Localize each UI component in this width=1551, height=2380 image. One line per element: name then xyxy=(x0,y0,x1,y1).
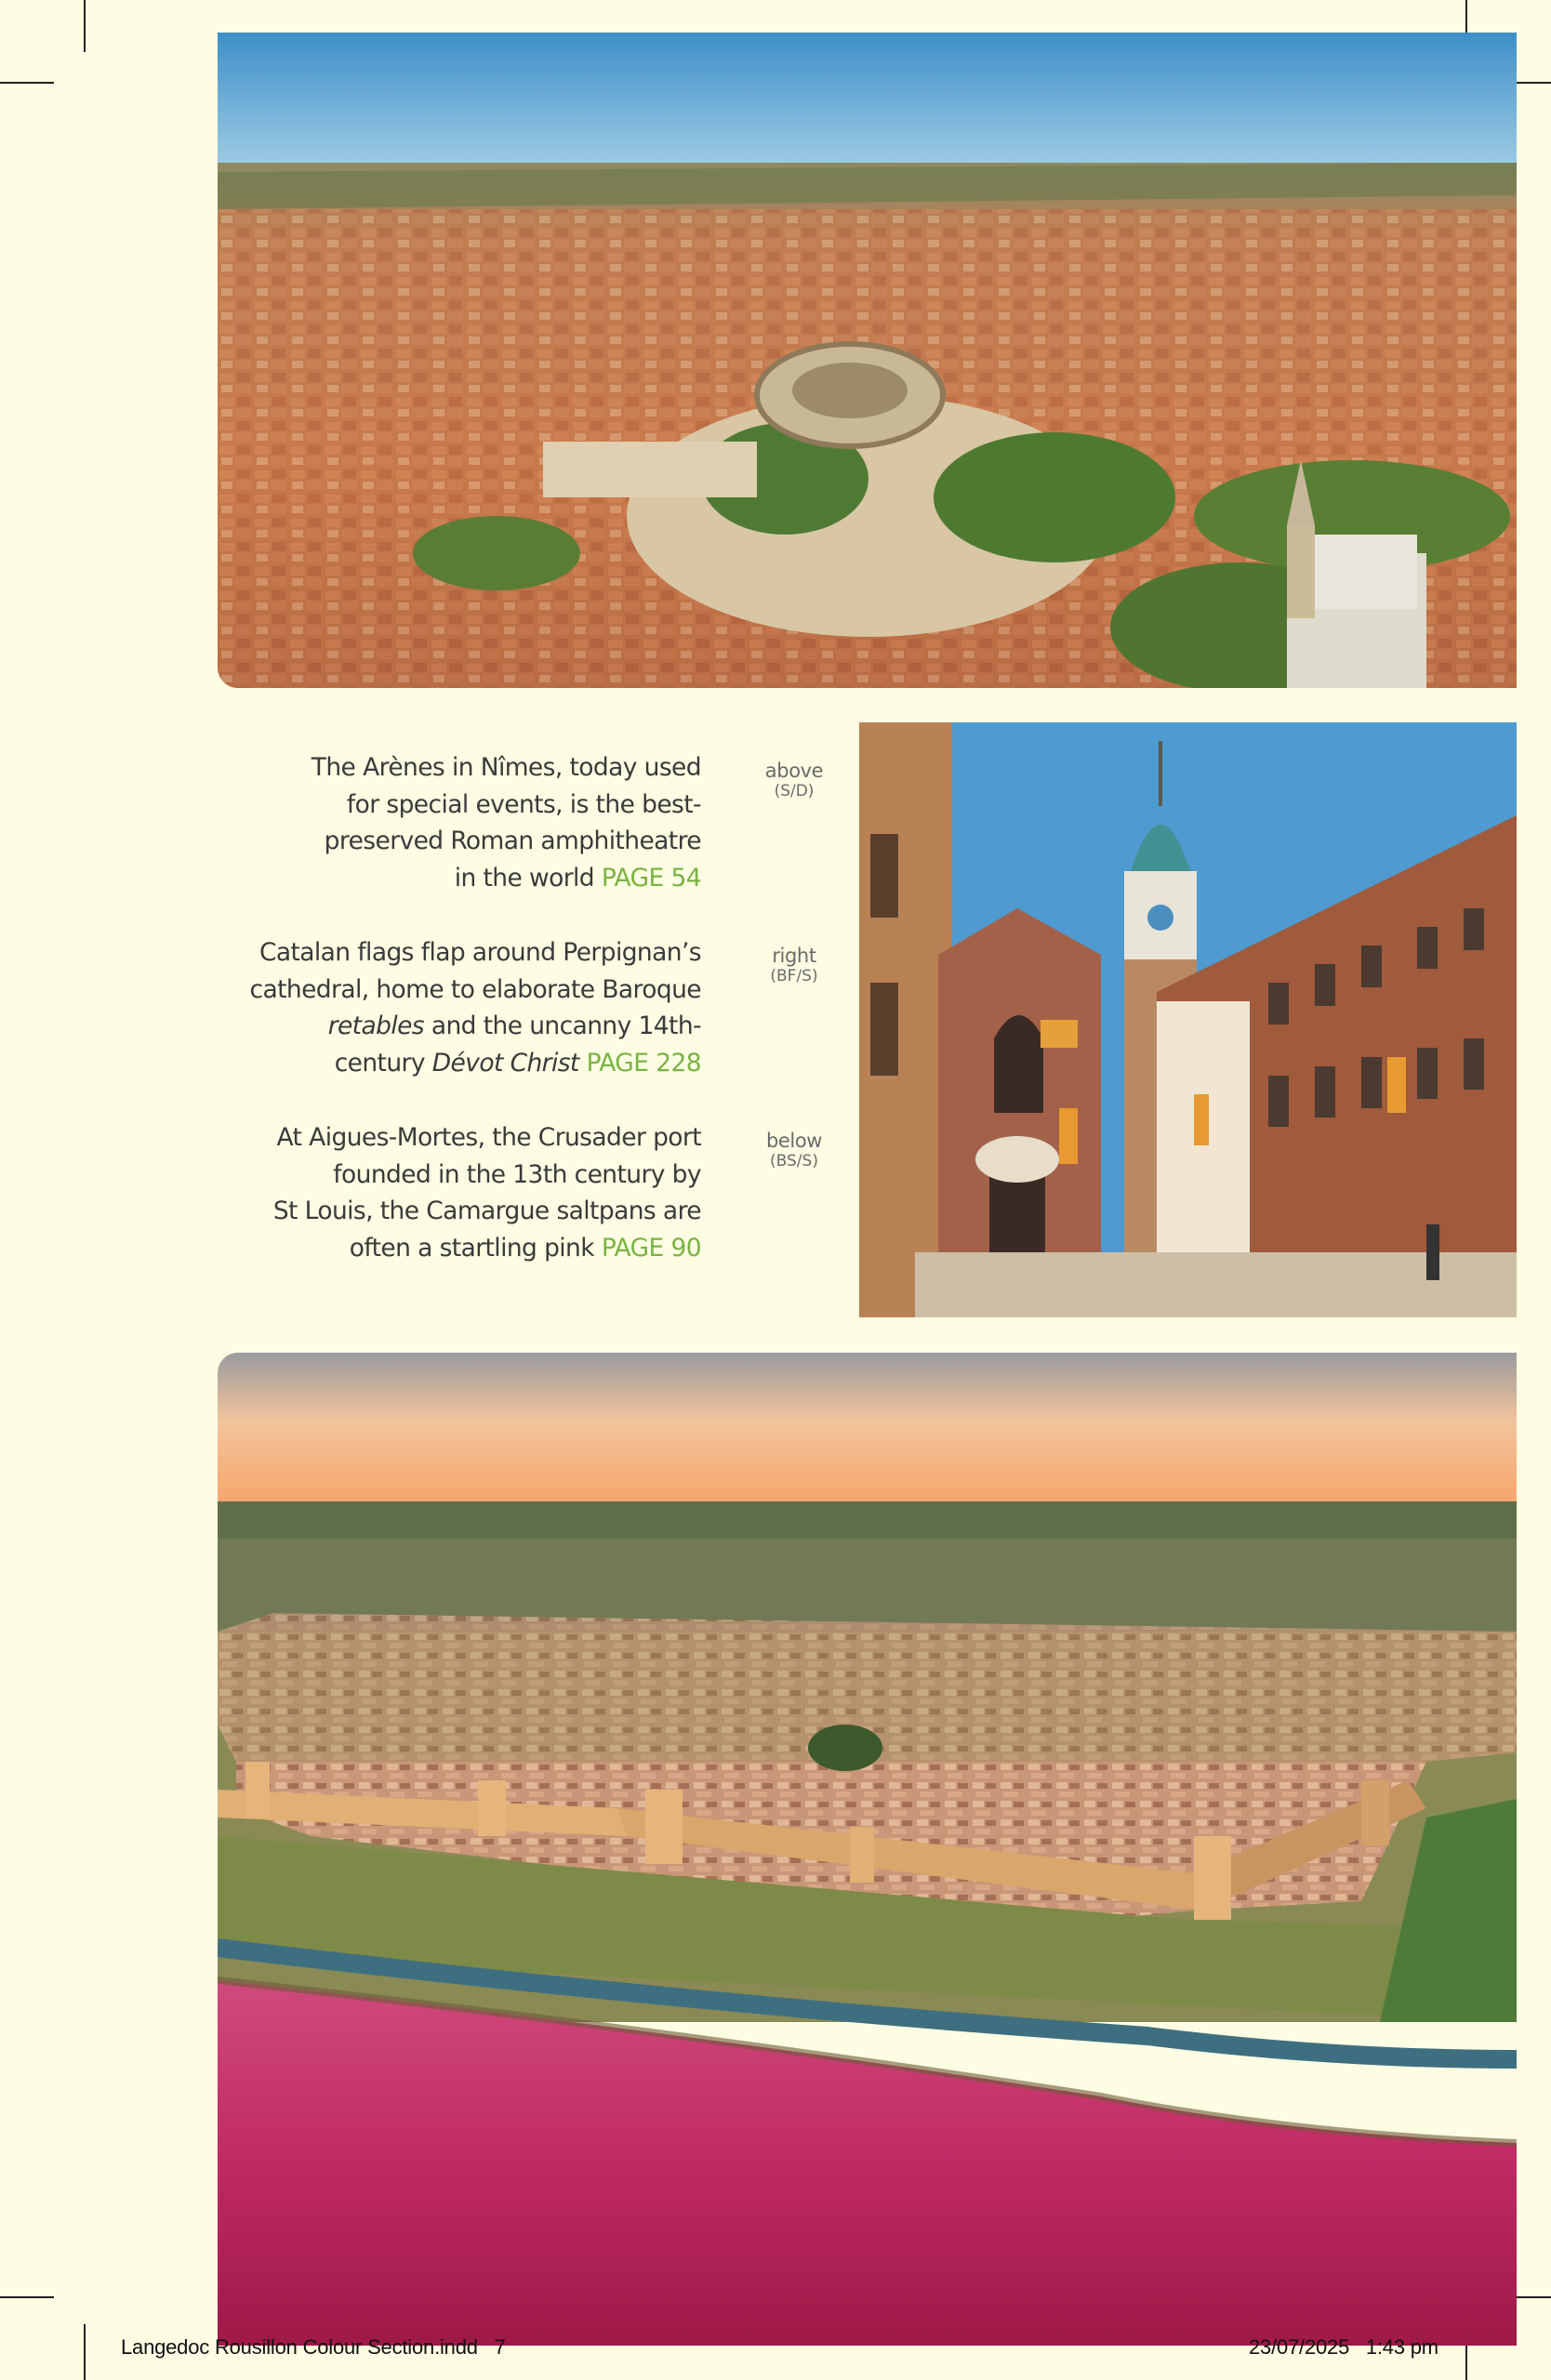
caption-italic: retables xyxy=(327,1012,425,1040)
photo-credit-below xyxy=(744,1130,844,1171)
credit-position: below xyxy=(765,1130,823,1152)
caption-line: for special events, is the best- xyxy=(346,789,701,819)
crop-mark xyxy=(0,82,54,84)
photo-credit-right xyxy=(744,945,844,986)
credit-source: (BF/S) xyxy=(770,967,818,985)
nimes-aerial-illustration xyxy=(218,33,1517,688)
caption-line: The Arènes in Nîmes, today used xyxy=(311,753,701,782)
page-reference[interactable]: PAGE 54 xyxy=(601,863,701,892)
caption-line: St Louis, the Camargue saltpans are xyxy=(272,1197,701,1225)
caption-perpignan xyxy=(218,934,701,1081)
caption-line xyxy=(218,1008,701,1045)
photo-aigues-mortes xyxy=(218,1353,1517,2346)
photo-nimes-arenes xyxy=(218,33,1517,688)
caption-aigues-mortes xyxy=(218,1119,701,1266)
caption-line xyxy=(218,860,701,897)
crop-mark xyxy=(84,0,86,52)
caption-text: and the uncanny 14th- xyxy=(424,1012,701,1040)
caption-line: At Aigues-Mortes, the Crusader port xyxy=(276,1123,701,1152)
credit-position: above xyxy=(764,760,824,782)
slug-filename: Langedoc Rousillon Colour Section.indd 7 xyxy=(121,2335,506,2359)
crop-mark xyxy=(84,2324,86,2380)
page-reference[interactable]: PAGE 90 xyxy=(601,1233,701,1263)
caption-line: Catalan flags flap around Perpignan’s xyxy=(258,938,701,967)
caption-line: cathedral, home to elaborate Baroque xyxy=(249,974,701,1004)
caption-text xyxy=(579,1049,587,1078)
credit-position: right xyxy=(772,945,816,967)
caption-italic: Dévot Christ xyxy=(431,1048,579,1078)
photo-perpignan-cathedral xyxy=(859,722,1517,1317)
caption-nimes xyxy=(218,749,701,896)
page-reference[interactable]: PAGE 228 xyxy=(586,1048,701,1078)
caption-text: often a startling pink xyxy=(349,1233,602,1263)
caption-line xyxy=(218,1045,701,1082)
caption-line: preserved Roman amphitheatre xyxy=(324,826,701,855)
caption-text: century xyxy=(334,1048,432,1078)
photo-credit-above xyxy=(744,760,844,801)
caption-text: in the world xyxy=(454,863,602,892)
aigues-mortes-illustration xyxy=(218,1353,1517,2346)
perpignan-illustration xyxy=(859,722,1517,1317)
crop-mark xyxy=(0,2296,54,2298)
credit-source: (BS/S) xyxy=(770,1152,818,1170)
slug-datetime: 23/07/2025 1:43 pm xyxy=(1249,2335,1438,2359)
caption-line xyxy=(218,1230,701,1267)
credit-source: (S/D) xyxy=(774,782,815,800)
caption-line: founded in the 13th century by xyxy=(333,1159,701,1189)
